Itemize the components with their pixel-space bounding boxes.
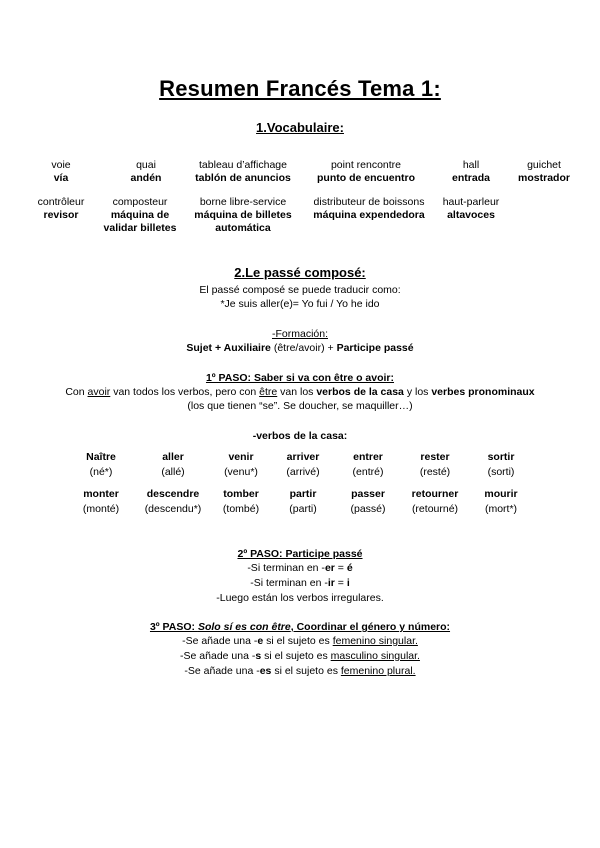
verb-infinitive: mourir [484,488,518,500]
vocab-fr: hall [462,159,480,171]
text-run: -Se añade una - [184,665,260,677]
paso3-rule [0,634,600,648]
vocab-es: vía [53,172,69,184]
text-run: = [334,562,347,574]
verb-participle: (né*) [89,466,113,478]
paso3-rule [0,649,600,663]
ending: ir [327,577,335,589]
example-line: *Je suis aller(e)= Yo fui / Yo he ido [220,298,380,310]
text-run: si el sujeto es [261,650,331,662]
vocab-fr: voie [51,159,71,171]
vocab-item [306,159,426,185]
vocab-fr: guichet [527,159,561,171]
gender-number: masculino singular. [330,650,420,662]
vocab-es: entrada [452,172,490,184]
paso3-rule [0,664,600,678]
verb-infinitive: Naître [86,451,116,463]
paso2-irregular: -Luego están los verbos irregulares. [216,592,384,604]
verb-infinitive: entrer [353,451,383,463]
ending: er [324,562,335,574]
verb-participle: (descendu*) [144,503,202,515]
vocab-fr: distributeur de boissons [313,196,425,208]
formula-plus: + [212,342,224,354]
vocab-es: revisor [43,209,79,221]
vocab-es: máquina expendedora [313,209,425,221]
vocab-es: tablón de anuncios [195,172,291,184]
verb-item [456,487,546,517]
text-run: si el sujeto es [263,635,333,647]
verb-item [456,450,546,480]
participle-ending: i [346,577,350,589]
verbos-casa-label: -verbos de la casa: [252,430,348,442]
verb-participle: (arrivé) [286,466,320,478]
suffix: es [259,665,272,677]
verbos-casa-term: verbos de la casa [316,386,404,398]
paso1-heading: 1º PASO: Saber si va con être o avoir: [205,372,395,384]
vocab-es: máquina de billetes [194,209,292,221]
vocab-item [183,196,303,235]
vocab-item [411,196,531,222]
vocab-fr: borne libre-service [199,196,287,208]
vocab-fr: point rencontre [330,159,402,171]
verb-participle: (monté) [82,503,120,515]
vocab-fr: tableau d’affichage [199,159,287,171]
paso2-rule-er [0,561,600,575]
text-run: van todos los verbos, pero con [110,386,260,398]
verb-participle: (retourné) [411,503,459,515]
vocabulaire-heading: 1.Vocabulaire: [256,120,344,135]
participle-ending: é [346,562,353,574]
verb-participle: (allé) [161,466,185,478]
text-run: Con [65,386,88,398]
verb-infinitive: tomber [223,488,259,500]
paso3-condition: Solo sí es con être [197,621,291,633]
text-run: = [334,577,347,589]
suffix: e [257,635,264,647]
verb-participle: (venu*) [224,466,258,478]
verb-participle: (sorti) [487,466,515,478]
verb-infinitive: partir [289,488,317,500]
pronominaux-term: pronominaux [468,386,535,398]
gender-number: femenino plural. [340,665,416,677]
verb-participle: (passé) [350,503,386,515]
verb-infinitive: passer [351,488,385,500]
paso3-heading [0,620,600,634]
formacion-label [0,327,600,341]
page-title: Resumen Francés Tema 1: [159,76,441,101]
text-run: si el sujeto es [271,665,341,677]
vocab-es: máquina de [110,209,170,221]
text-run: , Coordinar el género y número: [290,621,451,633]
intro-line: El passé composé se puede traducir como: [199,284,401,296]
text-run: (los que tienen “se”. Se doucher, se maquiller…) [187,400,413,412]
vocab-fr: haut-parleur [442,196,500,208]
formula-sujet: Sujet [186,342,213,354]
vocab-es: altavoces [447,209,495,221]
text-run: 3º PASO: [149,621,198,633]
verb-participle: (mort*) [484,503,518,515]
text-run: van los [277,386,317,398]
verb-participle: (resté) [419,466,451,478]
vocab-es-line2: automática [215,222,271,234]
verb-infinitive: rester [420,451,450,463]
formula-auxiliaire: Auxiliaire [223,342,271,354]
vocab-fr: contrôleur [37,196,85,208]
verb-infinitive: retourner [411,488,459,500]
vocab-fr: composteur [112,196,168,208]
paso1-paragraph [60,385,540,413]
text-run: -Se añade una - [180,650,256,662]
etre-word: être [259,386,278,398]
passe-compose-heading: 2.Le passé composé: [234,265,366,280]
verb-infinitive: venir [228,451,254,463]
text-run: -Si terminan en - [250,577,328,589]
gender-number: femenino singular. [332,635,418,647]
vocab-es: mostrador [518,172,570,184]
verb-infinitive: sortir [487,451,515,463]
verb-infinitive: aller [162,451,184,463]
formula-line [0,341,600,355]
vocab-es-line2: validar billetes [103,222,177,234]
verb-participle: (tombé) [222,503,260,515]
verb-participle: (entré) [352,466,384,478]
verb-infinitive: descendre [146,488,200,500]
vocab-item [484,159,600,185]
vocab-es: punto de encuentro [317,172,415,184]
vocab-item [80,196,200,235]
formacion-text: -Formación: [271,328,328,340]
suffix: s [255,650,262,662]
vocab-es: andén [130,172,162,184]
text-run: y los [403,386,432,398]
text-run: -Si terminan en - [247,562,325,574]
verbes-term: verbes [431,386,466,398]
vocab-fr: quai [136,159,156,171]
text-run: -Se añade una - [182,635,258,647]
formula-participe: Participe passé [336,342,414,354]
verb-infinitive: monter [83,488,119,500]
paso2-rule-ir [0,576,600,590]
formula-aux-detail: (être/avoir) + [270,342,337,354]
avoir-word: avoir [87,386,111,398]
verb-participle: (parti) [289,503,317,515]
verb-infinitive: arriver [286,451,320,463]
paso2-heading: 2º PASO: Participe passé [237,548,363,560]
vocab-item [183,159,303,185]
